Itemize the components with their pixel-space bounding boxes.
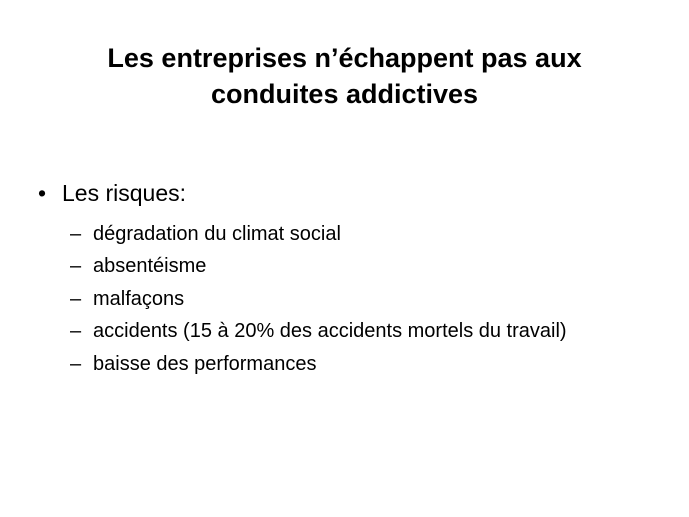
sub-item-label: malfaçons (93, 287, 185, 310)
title-line-2: conduites addictives (210, 79, 479, 109)
dash-marker: – (70, 352, 82, 375)
main-bullet (38, 178, 186, 208)
slide-title (40, 40, 649, 112)
sub-item-label: dégradation du climat social (93, 223, 341, 245)
sub-item-label: absentéisme (93, 255, 207, 278)
dash-marker: – (70, 255, 82, 278)
bullet-marker: • (38, 180, 47, 206)
title-line-1: Les entreprises n’échappent pas aux (107, 43, 582, 73)
list-item (70, 218, 567, 250)
main-bullet-label: Les risques: (62, 180, 187, 206)
dash-marker: – (70, 223, 82, 245)
list-item (70, 348, 567, 380)
list-item (70, 315, 567, 347)
list-item (70, 283, 567, 315)
sub-item-label: baisse des performances (93, 352, 317, 375)
sub-item-label: accidents (15 à 20% des accidents mortels du travail) (93, 320, 567, 343)
list-item (70, 250, 567, 282)
dash-marker: – (70, 320, 82, 343)
sub-bullet-list (70, 218, 567, 380)
dash-marker: – (70, 287, 82, 310)
